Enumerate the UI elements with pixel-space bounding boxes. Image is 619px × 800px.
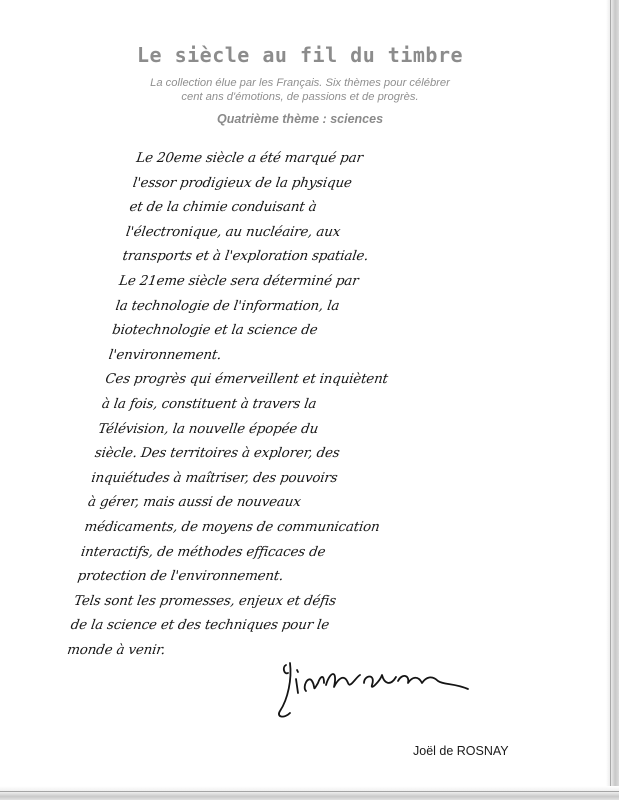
theme-heading: Quatrième thème : sciences — [216, 112, 384, 126]
scan-edge-bottom — [0, 786, 619, 800]
handwritten-letter — [65, 147, 538, 663]
letter-line: la technologie de l'information, la — [114, 298, 341, 314]
letter-line: à gérer, mais aussi de nouveaux — [86, 495, 302, 511]
letter-line: protection de l'environnement. — [76, 569, 285, 585]
letter-line: biotechnologie et la science de — [111, 323, 319, 339]
letter-line: interactifs, de méthodes efficaces de — [80, 544, 327, 560]
subtitle — [0, 76, 600, 104]
scan-edge-right — [606, 0, 619, 800]
page-header — [0, 42, 600, 126]
handwritten-signature — [272, 653, 482, 725]
letter-line: inquiétudes à maîtriser, des pouvoirs — [90, 470, 339, 486]
letter-line: transports et à l'exploration spatiale. — [121, 249, 370, 265]
letter-line: à la fois, constituent à travers la — [100, 396, 318, 412]
page-title: Le siècle au fil du timbre — [136, 43, 464, 67]
letter-line: l'essor prodigieux de la physique — [131, 175, 353, 191]
letter-line: Le 21eme siècle sera déterminé par — [118, 273, 360, 289]
subtitle-line-1: La collection élue par les Français. Six thèmes pour célébrer — [150, 77, 450, 89]
letter-line: Télévision, la nouvelle épopée du — [97, 421, 320, 437]
letter-line: de la science et des techniques pour le — [69, 618, 330, 634]
subtitle-line-2: cent ans d'émotions, de passions et de progrès. — [181, 91, 419, 103]
letter-line: médicaments, de moyens de communication — [83, 519, 381, 535]
signature-scribble — [272, 653, 482, 725]
letter-line: l'électronique, au nucléaire, aux — [124, 224, 342, 240]
signer-name: Joël de ROSNAY — [413, 744, 509, 758]
letter-line: Ces progrès qui émerveillent et inquiètent — [104, 372, 389, 388]
letter-line: monde à venir. — [66, 642, 167, 658]
letter-line: Le 20eme siècle a été marqué par — [135, 151, 364, 166]
letter-line: et de la chimie conduisant à — [128, 200, 318, 216]
letter-line: siècle. Des territoires à explorer, des — [93, 446, 341, 462]
letter-line: l'environnement. — [107, 347, 223, 363]
letter-line: Tels sont les promesses, enjeux et défis — [73, 593, 337, 609]
